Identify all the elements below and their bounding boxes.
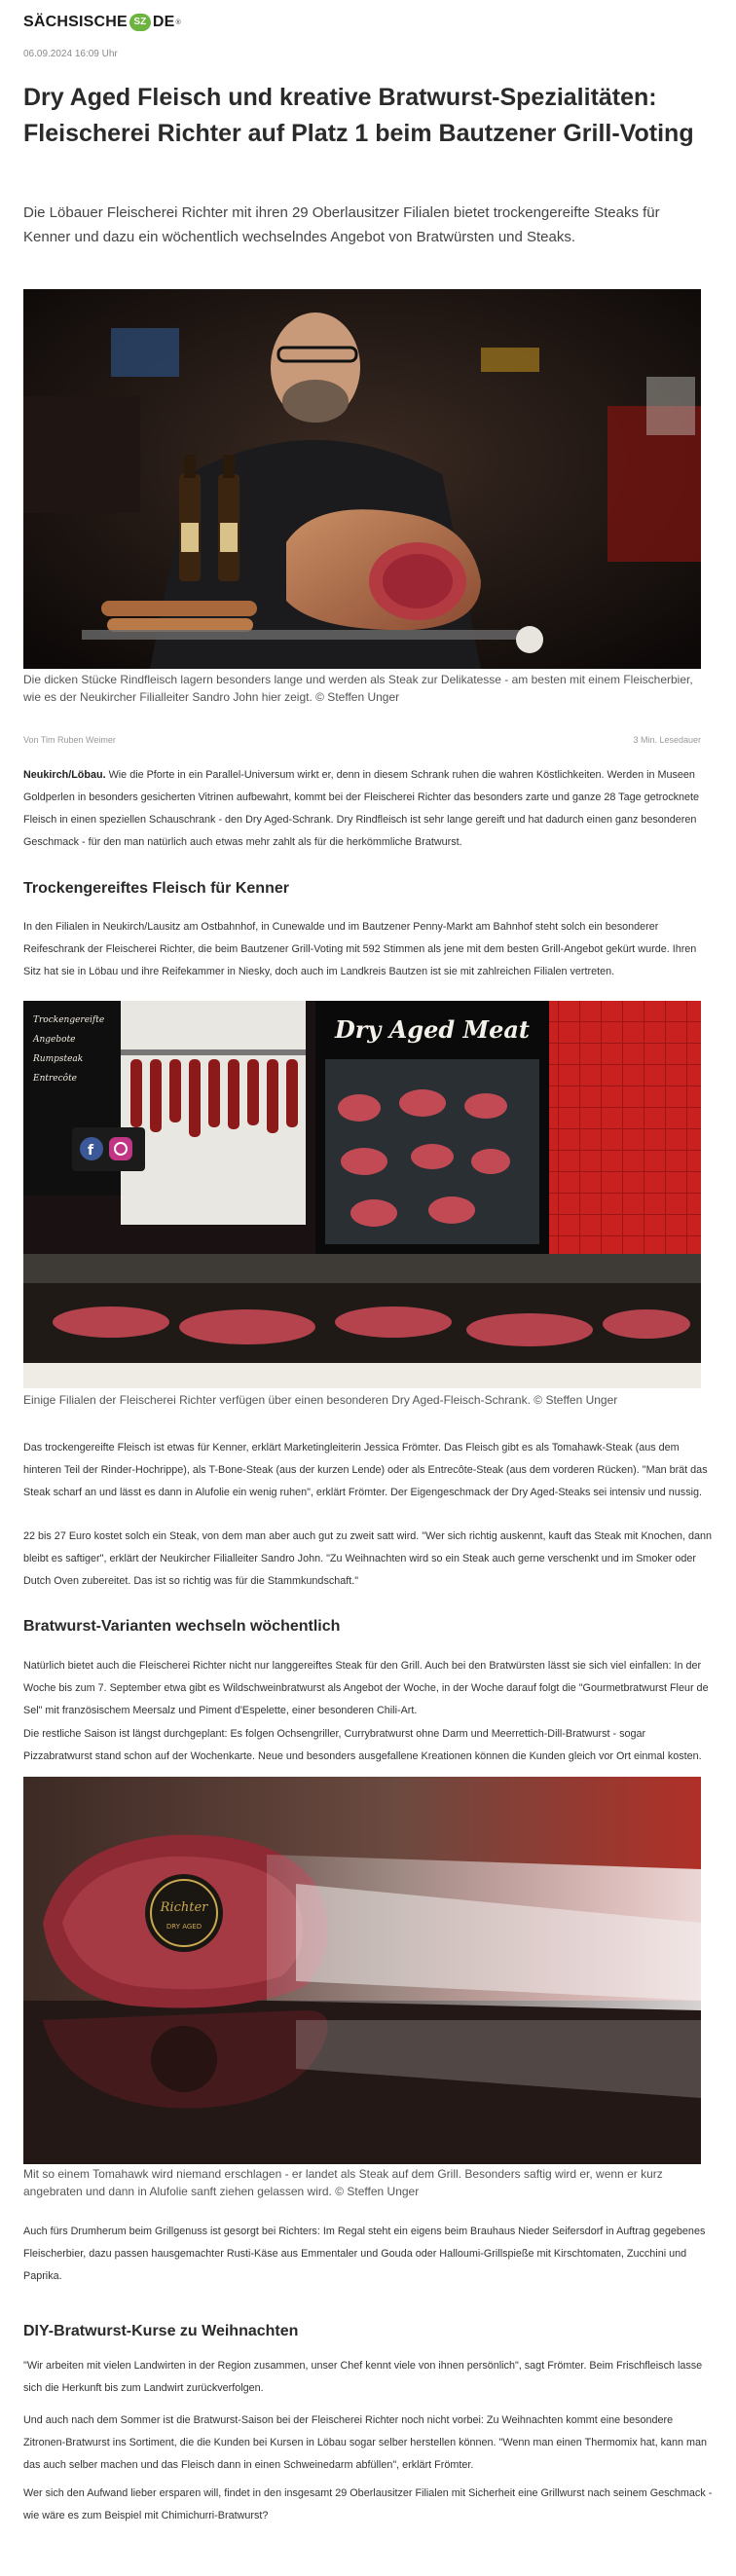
tomahawk-photo — [23, 1777, 701, 2164]
image-caption-1: Die dicken Stücke Rindfleisch lagern besonders lange und werden als Steak zur Delikatesse - am besten mit einem Fleischerbier, wie es der Neukircher Filialleiter Sandro John hier zeigt. © Steffen Unger — [23, 673, 693, 704]
paragraph-5: Natürlich bietet auch die Fleischerei Richter nicht nur langgereiftes Steak für den Grill. Auch bei den Bratwürsten lässt sie sich viel einfallen: In der Woche bis zum 7. September etwa gibt es Wildschweinbratwurst als Angebot der Woche, in der Woche darauf folgt die "Gourmetbratwurst Fleur de Sel" mit französischem Meersalz und Piment d'Espelette, einer besonderen Chili-Art. — [23, 1660, 709, 1716]
article-image-dry-aged-cabinet[interactable] — [23, 1001, 701, 1388]
subheading-3: DIY-Bratwurst-Kurse zu Weihnachten — [23, 2323, 299, 2339]
svg-text:Richter: Richter — [160, 1900, 208, 1915]
paragraph-9: Und auch nach dem Sommer ist die Bratwurst-Saison bei der Fleischerei Richter noch nicht vorbei: Zu Weihnachten kommt eine besondere Zitronen-Bratwurst ins Sortiment, die die Kunden bei Kursen in Löbau sogar selber herstellen können. "Wenn man einen Thermomix hat, kann man das auch selber machen und das Fleisch dann in einen Schweinedarm abfüllen", erklärt Frömter. — [23, 2414, 708, 2471]
paragraph-3: Das trockengereifte Fleisch ist etwas für Kenner, erklärt Marketingleiterin Jessica Frömter. Das Fleisch gibt es als Tomahawk-Steak (aus dem hinteren Teil der Rinder-Hochrippe), als T-Bone-Steak (aus der kurzen Lende) oder als Entrecôte-Steak (aus dem vorderen Rücken). "Man brät das Steak scharf an und lässt es dann in Alufolie ein wenig ruhen", erklärt Frömter. Der Eigengeschmack der Dry Aged-Steaks sei intensiv und nussig. — [23, 1442, 708, 1498]
paragraph-2: In den Filialen in Neukirch/Lausitz am Ostbahnhof, in Cunewalde und im Bautzener Penny-Markt am Bahnhof steht solch ein besonderer Reifeschrank der Fleischerei Richter, die beim Bautzener Grill-Voting mit 592 Stimmen als jene mit dem besten Grill-Angebot gekürt wurde. Ihren Sitz hat sie in Löbau und ihre Reifekammer in Niesky, doch auch im Landkreis Bautzen ist sie mit zahlreichen Filialen vertreten. — [23, 921, 697, 977]
byline[interactable]: Von Tim Ruben Weimer — [23, 735, 116, 745]
subheading-2: Bratwurst-Varianten wechseln wöchentlich — [23, 1618, 341, 1635]
dry-aged-cabinet-photo — [23, 1001, 701, 1388]
article-lead: Die Löbauer Fleischerei Richter mit ihren 29 Oberlausitzer Filialen bietet trockengereifte Steaks für Kenner und dazu ein wöchentlich wechselndes Angebot von Bratwürsten und Steaks. — [23, 204, 660, 245]
butcher-photo — [23, 289, 701, 669]
svg-text:Entrecôte: Entrecôte — [33, 1074, 78, 1084]
read-time: 3 Min. Lesedauer — [633, 735, 701, 745]
logo-badge: SZ — [129, 14, 151, 31]
image-caption-2: Einige Filialen der Fleischerei Richter verfügen über einen besonderen Dry Aged-Fleisch-Schrank. © Steffen Unger — [23, 1393, 618, 1407]
paragraph-1-text: Wie die Pforte in ein Parallel-Universum wirkt er, denn in diesem Schrank ruhen die wahren Köstlichkeiten. Werden in Museen Goldperlen in besonders gesicherten Vitrinen aufbewahrt, kommt bei der Fleischerei Richter das besonders zarte und ganze 28 Tage getrocknete Fleisch in einen speziellen Schauschrank - den Dry Aged-Schrank. Dry Rindfleisch ist sehr lange gereift und hat dadurch einen ganz besonderen Geschmack - für den man natürlich auch etwas mehr zahlt als für die herkömmliche Bratwurst. — [23, 769, 700, 848]
svg-text:Angebote: Angebote — [33, 1035, 76, 1045]
paragraph-10: Wer sich den Aufwand lieber ersparen will, findet in den insgesamt 29 Oberlausitzer Filialen mit Sicherheit eine Grillwurst nach seinem Geschmack - wie wäre es zum Beispiel mit Chimichurri-Bratwurst? — [23, 2487, 713, 2521]
dateline: Neukirch/Löbau. — [23, 769, 106, 781]
image-caption-3: Mit so einem Tomahawk wird niemand erschlagen - er landet als Steak auf dem Grill. Besonders saftig wird er, wenn er kurz angebraten und dann in Alufolie sanft ziehen gelassen wird. © Steffen Unger — [23, 2167, 663, 2198]
svg-text:f: f — [88, 1143, 94, 1159]
paragraph-1 — [23, 764, 713, 854]
paragraph-6: Die restliche Saison ist längst durchgeplant: Es folgen Ochsengriller, Currybratwurst ohne Darm und Meerrettich-Dill-Bratwurst - sogar Pizzabratwurst stand schon auf der Wochenkarte. Neue und besonders ausgefallene Kreationen können die Kunden gleich vor Ort einmal kosten. — [23, 1728, 702, 1762]
subheading-1: Trockengereiftes Fleisch für Kenner — [23, 880, 289, 897]
article-image-tomahawk[interactable] — [23, 1777, 701, 2164]
svg-text:Trockengereifte: Trockengereifte — [33, 1015, 105, 1025]
svg-text:Rumpsteak: Rumpsteak — [33, 1054, 84, 1064]
paragraph-7: Auch fürs Drumherum beim Grillgenuss ist gesorgt bei Richters: Im Regal steht ein eigens beim Brauhaus Nieder Seifersdorf in Auftrag gegebenes Fleischerbier, dazu passen hausgemachter Rusti-Käse aus Emmentaler und Gouda oder Halloumi-Grillspieße mit Kirschtomaten, Zucchini und Paprika. — [23, 2226, 706, 2282]
site-logo[interactable] — [23, 10, 181, 35]
svg-text:DRY AGED: DRY AGED — [166, 1923, 202, 1931]
paragraph-4: 22 bis 27 Euro kostet solch ein Steak, von dem man aber auch gut zu zweit satt wird. "Wer sich richtig auskennt, kauft das Steak mit Knochen, dann bleibt es saftiger", erklärt der Neukircher Filialleiter Sandro John. "Zu Weihnachten wird so ein Steak auch gerne verschenkt und im Smoker oder Dutch Oven zubereitet. Das ist so richtig was für die Stammkundschaft." — [23, 1530, 713, 1587]
dry-aged-sign: Dry Aged Meat — [334, 1015, 531, 1044]
publish-date: 06.09.2024 16:09 Uhr — [23, 49, 118, 59]
instagram-icon — [109, 1137, 132, 1160]
paragraph-8: "Wir arbeiten mit vielen Landwirten in der Region zusammen, unser Chef kennt viele von ihnen persönlich", sagt Frömter. Beim Frischfleisch lasse sich die Herkunft bis zum Landwirt zurückverfolgen. — [23, 2360, 703, 2394]
article-headline: Dry Aged Fleisch und kreative Bratwurst-Spezialitäten: Fleischerei Richter auf Platz 1 beim Bautzener Grill-Voting — [23, 84, 694, 147]
article-image-butcher[interactable] — [23, 289, 701, 669]
trademark-icon: ® — [175, 18, 181, 26]
logo-text-left: SÄCHSISCHE — [23, 14, 128, 30]
logo-text-right: DE — [152, 14, 175, 30]
